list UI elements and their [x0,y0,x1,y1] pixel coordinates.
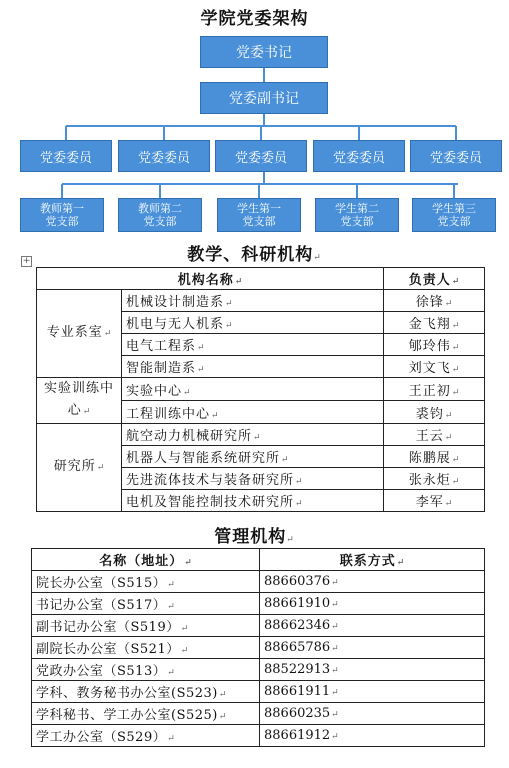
person-in-charge: 王正初 ↵ [384,378,485,401]
table-row [32,703,485,725]
table-row [32,681,485,703]
office-phone: 88662346 ↵ [260,615,485,637]
committee-member-box: 党委委员 [215,140,307,172]
office-phone: 88665786 ↵ [260,637,485,659]
connector-line [159,184,161,198]
group-label: 实验训练中心 ↵ [37,378,122,424]
office-name: 学科、教务秘书办公室(S523) ↵ [32,681,260,703]
committee-member-box: 党委委员 [410,140,502,172]
institution-name: 工程训练中心 ↵ [122,401,384,424]
connector-line [260,126,262,140]
person-in-charge: 徐锋 ↵ [384,290,485,312]
connector-line [358,126,360,140]
header-contact: 联系方式 ↵ [260,549,485,571]
header-person-in-charge: 负责人 ↵ [384,268,485,290]
person-in-charge: 金飞翔 ↵ [384,312,485,334]
committee-member-box: 党委委员 [20,140,112,172]
table-row [32,725,485,747]
party-branch-box: 教师第一 党支部 [20,198,104,232]
table-row [32,637,485,659]
admin-table [31,548,485,747]
admin-title: 管理机构↵ [214,527,295,547]
office-phone: 88661910 ↵ [260,593,485,615]
connector-line [455,126,457,140]
institution-name: 机械设计制造系 ↵ [122,290,384,312]
office-name: 学工办公室（S529） ↵ [32,725,260,747]
table-row [37,290,485,312]
institution-name: 电气工程系 ↵ [122,334,384,356]
connector-line [263,68,265,82]
office-phone: 88660235 ↵ [260,703,485,725]
institution-name: 智能制造系 ↵ [122,356,384,378]
secretary-box: 党委书记 [200,36,328,68]
table-row [32,593,485,615]
office-name: 副院长办公室（S521） ↵ [32,637,260,659]
institution-name: 先进流体技术与装备研究所 ↵ [122,468,384,490]
institution-name: 实验中心 ↵ [122,378,384,401]
person-in-charge: 张永炬 ↵ [384,468,485,490]
committee-member-box: 党委委员 [313,140,405,172]
connector-line [61,184,63,198]
office-name: 院长办公室（S515） ↵ [32,571,260,593]
person-in-charge: 郇玲伟 ↵ [384,334,485,356]
person-in-charge: 刘文飞 ↵ [384,356,485,378]
party-branch-box: 学生第三 党支部 [412,198,496,232]
office-name: 党政办公室（S513） ↵ [32,659,260,681]
person-in-charge: 李军 ↵ [384,490,485,512]
office-phone: 88522913 ↵ [260,659,485,681]
deputy-secretary-box: 党委副书记 [200,82,328,114]
office-phone: 88661912 ↵ [260,725,485,747]
connector-line [163,126,165,140]
connector-line [258,184,260,198]
institution-name: 电机及智能控制技术研究所 ↵ [122,490,384,512]
party-branch-box: 教师第二 党支部 [118,198,202,232]
org-chart-title: 学院党委架构 [200,9,309,29]
header-name-address: 名称（地址） ↵ [32,549,260,571]
party-branch-box: 学生第一 党支部 [217,198,301,232]
connector-line [62,183,458,185]
office-name: 学科秘书、学工办公室(S525) ↵ [32,703,260,725]
table-row [37,424,485,446]
teaching-title: 教学、科研机构↵ [187,245,322,265]
teaching-table [36,267,485,512]
institution-name: 机器人与智能系统研究所 ↵ [122,446,384,468]
connector-line [453,184,455,198]
connector-line [65,126,67,140]
person-in-charge: 王云 ↵ [384,424,485,446]
committee-member-box: 党委委员 [118,140,210,172]
group-label: 专业系室 ↵ [37,290,122,378]
institution-name: 航空动力机械研究所 ↵ [122,424,384,446]
office-name: 副书记办公室（S519） ↵ [32,615,260,637]
group-label: 研究所 ↵ [37,424,122,512]
header-institution-name: 机构名称 ↵ [37,268,384,290]
table-row [32,571,485,593]
table-row [32,615,485,637]
table-row [32,659,485,681]
table-row [37,378,485,401]
party-branch-box: 学生第二 党支部 [315,198,399,232]
office-phone: 88660376 ↵ [260,571,485,593]
table-move-handle-icon[interactable]: + [22,256,31,266]
person-in-charge: 陈鹏展 ↵ [384,446,485,468]
institution-name: 机电与无人机系 ↵ [122,312,384,334]
person-in-charge: 裘钧 ↵ [384,401,485,424]
office-phone: 88661911 ↵ [260,681,485,703]
office-name: 书记办公室（S517） ↵ [32,593,260,615]
connector-line [356,184,358,198]
